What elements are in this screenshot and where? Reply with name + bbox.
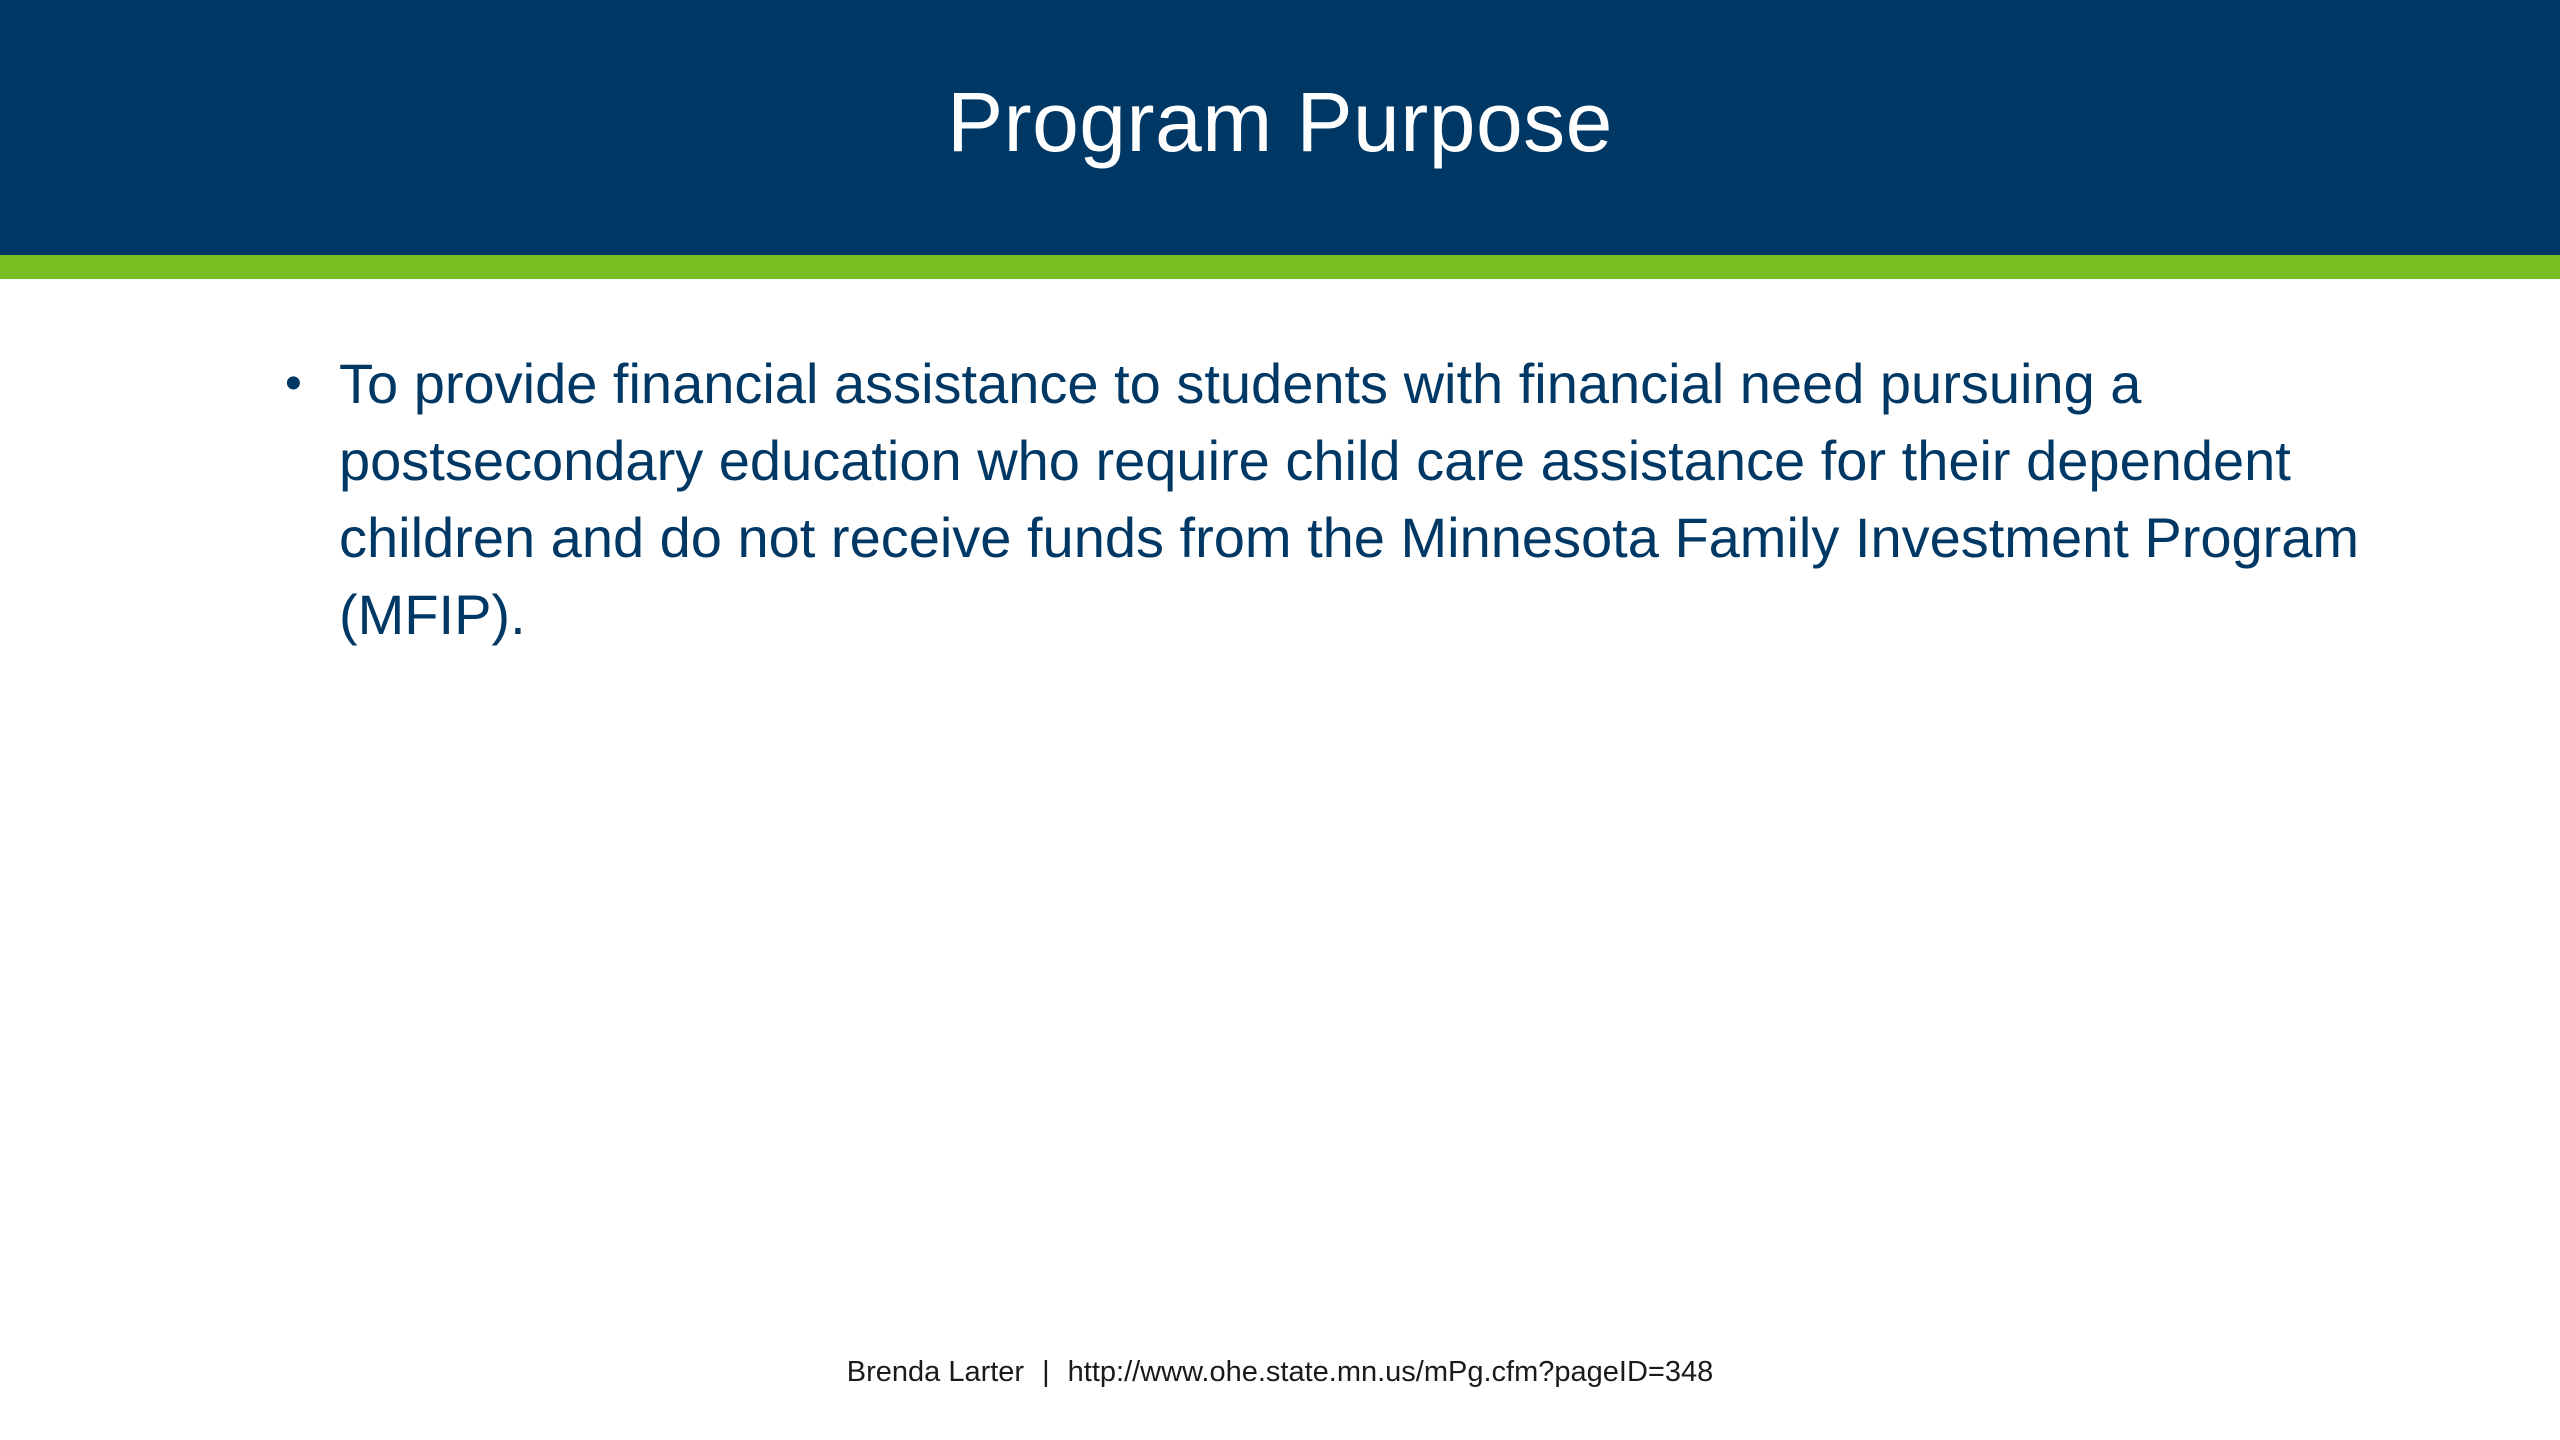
title-bar [0, 0, 2560, 255]
footer-author: Brenda Larter [846, 1356, 1025, 1388]
slide-content [285, 345, 2415, 653]
slide-footer [0, 1350, 2560, 1394]
slide-title: Program Purpose [947, 75, 1613, 169]
footer-url: http://www.ohe.state.mn.us/mPg.cfm?pageID=348 [1067, 1356, 1714, 1388]
bullet-text: To provide financial assistance to students with financial need pursuing a postsecondary education who require child care assistance for their dependent children and do not receive funds from the Minnesota Family Investment Program (MFIP). [339, 352, 2360, 646]
footer-separator: | [1042, 1356, 1050, 1388]
accent-stripe [0, 255, 2560, 279]
bullet-icon: • [285, 357, 302, 410]
bullet-item [285, 345, 2415, 653]
